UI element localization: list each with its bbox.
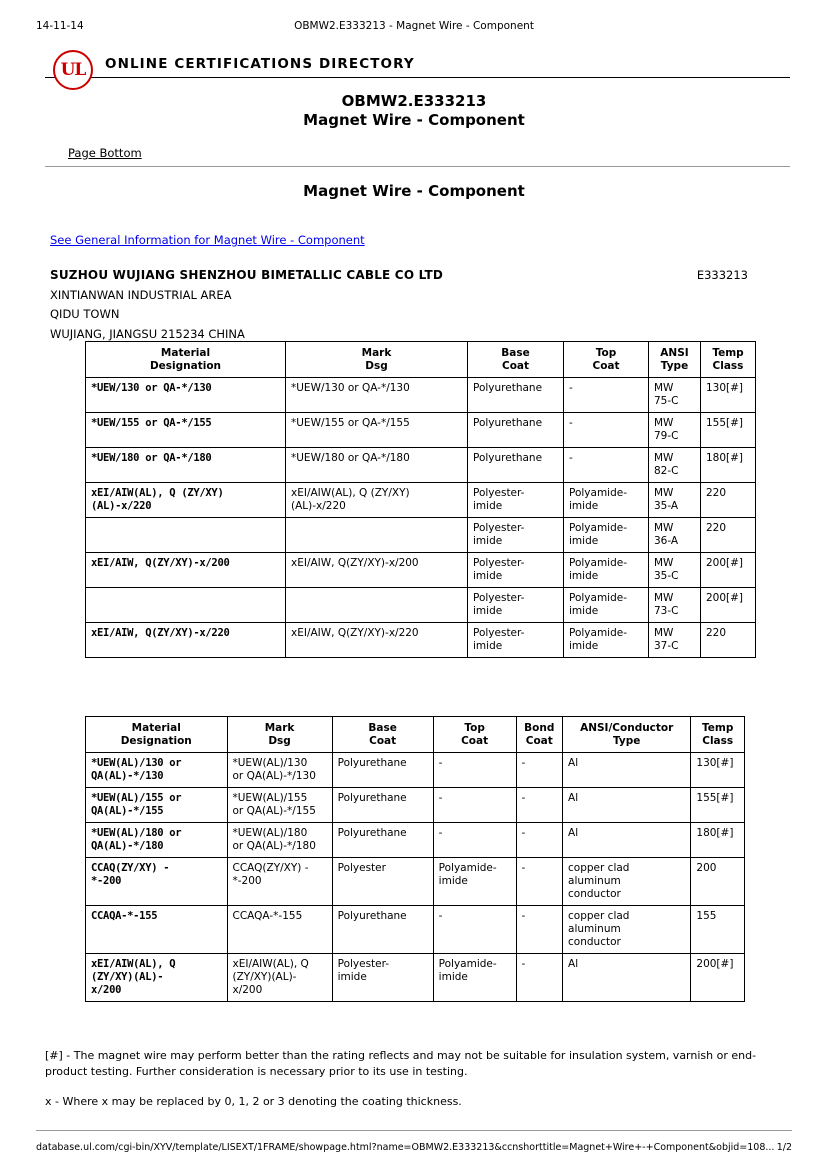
cell-mark: xEI/AIW, Q(ZY/XY)-x/200 xyxy=(286,553,468,588)
cell-material: xEI/AIW, Q(ZY/XY)-x/200 xyxy=(86,553,286,588)
directory-title: ONLINE CERTIFICATIONS DIRECTORY xyxy=(101,56,421,72)
header-divider xyxy=(45,166,790,167)
cell-ansi: MW 35-C xyxy=(649,553,701,588)
cell-top: Polyamide- imide xyxy=(564,623,649,658)
footnote-x: x - Where x may be replaced by 0, 1, 2 or 3 denoting the coating thickness. xyxy=(45,1095,462,1108)
print-header xyxy=(36,20,792,32)
footnote-hash: [#] - The magnet wire may perform better than the rating reflects and may not be suitable for insulation system, varnish or end-product testing. Further consideration is necessary prior to its use in testing. xyxy=(45,1049,757,1078)
magnet-wire-table-1-wrapper xyxy=(85,341,745,658)
cell-temp: 180[#] xyxy=(691,823,745,858)
table-row xyxy=(86,413,756,448)
cell-bond: - xyxy=(516,753,562,788)
page-title: Magnet Wire - Component xyxy=(303,182,525,200)
cell-mark: *UEW(AL)/180 or QA(AL)-*/180 xyxy=(227,823,332,858)
table-row xyxy=(86,623,756,658)
column-header: Top Coat xyxy=(564,342,649,378)
cell-top: - xyxy=(564,413,649,448)
cell-temp: 220 xyxy=(701,623,756,658)
column-header: Base Coat xyxy=(468,342,564,378)
table-row xyxy=(86,483,756,518)
column-header: ANSI Type xyxy=(649,342,701,378)
cell-top: - xyxy=(433,788,516,823)
cell-mark: *UEW/180 or QA-*/180 xyxy=(286,448,468,483)
cell-temp: 200 xyxy=(691,858,745,906)
company-block xyxy=(50,266,790,344)
cell-top: Polyamide- imide xyxy=(433,858,516,906)
cell-material: *UEW/155 or QA-*/155 xyxy=(86,413,286,448)
cell-material: *UEW(AL)/155 or QA(AL)-*/155 xyxy=(86,788,228,823)
company-address-line-3: WUJIANG, JIANGSU 215234 CHINA xyxy=(50,326,245,341)
cell-bond: - xyxy=(516,788,562,823)
cell-ansi: MW 37-C xyxy=(649,623,701,658)
column-header: Top Coat xyxy=(433,717,516,753)
cell-ansi: copper clad aluminum conductor xyxy=(563,858,691,906)
cell-material xyxy=(86,588,286,623)
cell-bond: - xyxy=(516,906,562,954)
print-header-date: 14-11-14 xyxy=(36,20,84,32)
cell-bond: - xyxy=(516,858,562,906)
column-header: Mark Dsg xyxy=(227,717,332,753)
cell-top: - xyxy=(433,823,516,858)
magnet-wire-table-1 xyxy=(85,341,756,658)
cell-temp: 200[#] xyxy=(701,588,756,623)
cell-material xyxy=(86,518,286,553)
cell-temp: 180[#] xyxy=(701,448,756,483)
cell-temp: 220 xyxy=(701,518,756,553)
cell-material: xEI/AIW(AL), Q (ZY/XY)(AL)- x/200 xyxy=(86,954,228,1002)
cell-mark: CCAQA-*-155 xyxy=(227,906,332,954)
cell-temp: 155 xyxy=(691,906,745,954)
cell-base: Polyurethane xyxy=(332,753,433,788)
column-header: Temp Class xyxy=(691,717,745,753)
cell-mark: *UEW(AL)/155 or QA(AL)-*/155 xyxy=(227,788,332,823)
column-header: ANSI/Conductor Type xyxy=(563,717,691,753)
table-row xyxy=(86,553,756,588)
table-2-body xyxy=(86,753,745,1002)
table-row xyxy=(86,588,756,623)
cell-base: Polyester- imide xyxy=(468,588,564,623)
cell-base: Polyester- imide xyxy=(468,483,564,518)
company-name: SUZHOU WUJIANG SHENZHOU BIMETALLIC CABLE CO LTD xyxy=(50,268,444,282)
cell-ansi: MW 79-C xyxy=(649,413,701,448)
table-header-row xyxy=(86,717,745,753)
page-bottom-link[interactable]: Page Bottom xyxy=(68,146,142,160)
cell-material: *UEW/130 or QA-*/130 xyxy=(86,378,286,413)
cell-material: xEI/AIW, Q(ZY/XY)-x/220 xyxy=(86,623,286,658)
print-footer xyxy=(36,1142,792,1153)
column-header: Base Coat xyxy=(332,717,433,753)
print-header-title: OBMW2.E333213 - Magnet Wire - Component xyxy=(294,20,534,32)
cell-material: *UEW(AL)/180 or QA(AL)-*/180 xyxy=(86,823,228,858)
column-header: Material Designation xyxy=(86,342,286,378)
document-heading-line2: Magnet Wire - Component xyxy=(303,111,525,129)
magnet-wire-table-2 xyxy=(85,716,745,1002)
cell-mark: xEI/AIW, Q(ZY/XY)-x/220 xyxy=(286,623,468,658)
cell-ansi: copper clad aluminum conductor xyxy=(563,906,691,954)
table-header-row xyxy=(86,342,756,378)
cell-top: Polyamide- imide xyxy=(433,954,516,1002)
file-number: E333213 xyxy=(696,268,748,282)
table-row xyxy=(86,906,745,954)
cell-ansi: MW 82-C xyxy=(649,448,701,483)
cell-temp: 220 xyxy=(701,483,756,518)
cell-top: Polyamide- imide xyxy=(564,483,649,518)
cell-mark: xEI/AIW(AL), Q (ZY/XY)(AL)- x/200 xyxy=(227,954,332,1002)
cell-base: Polyester xyxy=(332,858,433,906)
cell-base: Polyester- imide xyxy=(468,553,564,588)
company-address-line-1: XINTIANWAN INDUSTRIAL AREA xyxy=(50,287,232,302)
table-1-body xyxy=(86,378,756,658)
cell-mark: *UEW/130 or QA-*/130 xyxy=(286,378,468,413)
cell-ansi: MW 35-A xyxy=(649,483,701,518)
cell-material: *UEW(AL)/130 or QA(AL)-*/130 xyxy=(86,753,228,788)
cell-mark: *UEW/155 or QA-*/155 xyxy=(286,413,468,448)
cell-base: Polyurethane xyxy=(468,378,564,413)
general-information-link[interactable]: See General Information for Magnet Wire - Component xyxy=(50,233,365,247)
cell-top: - xyxy=(564,378,649,413)
table-2-head xyxy=(86,717,745,753)
cell-base: Polyester- imide xyxy=(468,623,564,658)
cell-ansi: MW 73-C xyxy=(649,588,701,623)
cell-base: Polyurethane xyxy=(332,823,433,858)
cell-ansi: Al xyxy=(563,788,691,823)
magnet-wire-table-2-wrapper xyxy=(85,716,745,1002)
cell-top: - xyxy=(564,448,649,483)
company-address-line-2: QIDU TOWN xyxy=(50,307,120,321)
footer-page-number: 1/2 xyxy=(776,1142,792,1153)
cell-top: Polyamide- imide xyxy=(564,588,649,623)
table-row xyxy=(86,378,756,413)
table-row xyxy=(86,753,745,788)
cell-top: Polyamide- imide xyxy=(564,553,649,588)
footer-url: database.ul.com/cgi-bin/XYV/template/LISEXT/1FRAME/showpage.html?name=OBMW2.E333213&ccnshorttitle=Magnet+Wire+-+Component&objid=108... xyxy=(36,1142,775,1153)
table-row xyxy=(86,448,756,483)
ul-banner xyxy=(45,48,790,84)
cell-bond: - xyxy=(516,823,562,858)
cell-ansi: Al xyxy=(563,823,691,858)
column-header: Mark Dsg xyxy=(286,342,468,378)
cell-ansi: MW 36-A xyxy=(649,518,701,553)
cell-ansi: Al xyxy=(563,753,691,788)
banner-divider xyxy=(45,77,790,78)
cell-temp: 130[#] xyxy=(691,753,745,788)
ul-logo-text: UL xyxy=(60,60,86,80)
cell-material: CCAQA-*-155 xyxy=(86,906,228,954)
table-1-head xyxy=(86,342,756,378)
cell-material: CCAQ(ZY/XY) - *-200 xyxy=(86,858,228,906)
cell-material: xEI/AIW(AL), Q (ZY/XY) (AL)-x/220 xyxy=(86,483,286,518)
cell-temp: 155[#] xyxy=(701,413,756,448)
document-heading-line1: OBMW2.E333213 xyxy=(341,92,487,110)
cell-base: Polyurethane xyxy=(332,906,433,954)
cell-mark: xEI/AIW(AL), Q (ZY/XY) (AL)-x/220 xyxy=(286,483,468,518)
document-heading xyxy=(0,92,828,130)
table-row xyxy=(86,518,756,553)
table-row xyxy=(86,858,745,906)
cell-material: *UEW/180 or QA-*/180 xyxy=(86,448,286,483)
cell-temp: 200[#] xyxy=(691,954,745,1002)
cell-base: Polyester- imide xyxy=(468,518,564,553)
column-header: Temp Class xyxy=(701,342,756,378)
cell-ansi: MW 75-C xyxy=(649,378,701,413)
cell-mark xyxy=(286,588,468,623)
cell-base: Polyurethane xyxy=(468,413,564,448)
column-header: Bond Coat xyxy=(516,717,562,753)
cell-ansi: Al xyxy=(563,954,691,1002)
cell-top: - xyxy=(433,753,516,788)
cell-base: Polyester- imide xyxy=(332,954,433,1002)
cell-top: Polyamide- imide xyxy=(564,518,649,553)
cell-top: - xyxy=(433,906,516,954)
cell-temp: 155[#] xyxy=(691,788,745,823)
cell-mark: CCAQ(ZY/XY) - *-200 xyxy=(227,858,332,906)
cell-base: Polyurethane xyxy=(332,788,433,823)
cell-bond: - xyxy=(516,954,562,1002)
cell-temp: 200[#] xyxy=(701,553,756,588)
column-header: Material Designation xyxy=(86,717,228,753)
footer-divider xyxy=(36,1130,792,1131)
cell-temp: 130[#] xyxy=(701,378,756,413)
table-row xyxy=(86,954,745,1002)
footnotes xyxy=(45,1048,783,1124)
table-row xyxy=(86,823,745,858)
table-row xyxy=(86,788,745,823)
ul-logo-icon xyxy=(53,50,93,90)
cell-mark: *UEW(AL)/130 or QA(AL)-*/130 xyxy=(227,753,332,788)
cell-mark xyxy=(286,518,468,553)
cell-base: Polyurethane xyxy=(468,448,564,483)
